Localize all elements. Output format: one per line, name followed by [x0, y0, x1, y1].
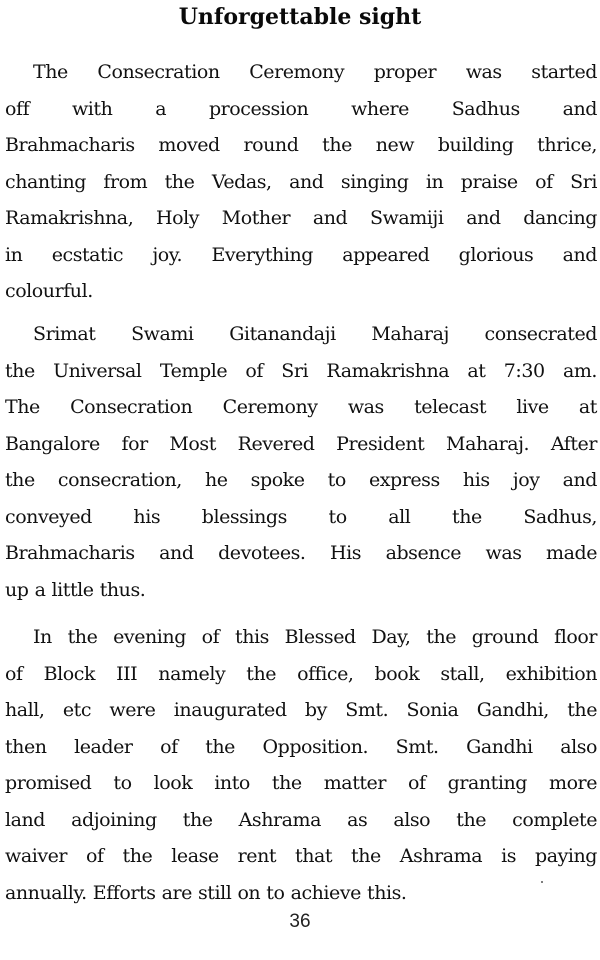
paragraph-line: The Consecration Ceremony was telecast live at: [5, 396, 597, 418]
section-heading: Unforgettable sight: [178, 4, 422, 30]
paragraph-line: waiver of the lease rent that the Ashrama is paying: [5, 845, 597, 867]
paragraph-line: off with a procession where Sadhus and: [5, 97, 597, 120]
paragraph-line: annually. Efforts are still on to achieve this.: [5, 881, 407, 904]
paragraph-line: then leader of the Opposition. Smt. Gandhi also: [5, 735, 597, 758]
paragraph-3: [5, 619, 597, 911]
paragraph-line: hall, etc were inaugurated by Smt. Sonia Gandhi, the: [5, 699, 597, 721]
ink-speck: [541, 881, 543, 883]
paragraph-line: the consecration, he spoke to express his joy and: [5, 469, 597, 491]
paragraph-line: land adjoining the Ashrama as also the complete: [5, 808, 597, 831]
paragraph-line: of Block III namely the office, book stall, exhibition: [5, 662, 597, 685]
paragraph-line: In the evening of this Blessed Day, the ground floor: [33, 626, 597, 648]
paragraph-1: [5, 54, 597, 310]
paragraph-line: in ecstatic joy. Everything appeared glorious and: [5, 243, 597, 266]
paragraph-2: [5, 316, 597, 608]
paragraph-line: conveyed his blessings to all the Sadhus,: [5, 505, 597, 528]
paragraph-line: up a little thus.: [5, 578, 146, 601]
paragraph-line: chanting from the Vedas, and singing in praise of Sri: [5, 170, 597, 193]
paragraph-line: Srimat Swami Gitanandaji Maharaj consecrated: [33, 323, 597, 345]
page-number: 36: [289, 911, 311, 932]
paragraph-line: colourful.: [5, 280, 93, 302]
paragraph-line: promised to look into the matter of granting more: [5, 772, 597, 794]
paragraph-line: Ramakrishna, Holy Mother and Swamiji and dancing: [5, 207, 597, 229]
paragraph-line: Bangalore for Most Revered President Maharaj. After: [5, 432, 597, 455]
paragraph-line: Brahmacharis and devotees. His absence was made: [5, 542, 597, 564]
paragraph-line: the Universal Temple of Sri Ramakrishna at 7:30 am.: [5, 359, 597, 382]
paragraph-line: The Consecration Ceremony proper was started: [33, 61, 597, 83]
paragraph-line: Brahmacharis moved round the new building thrice,: [5, 134, 597, 156]
